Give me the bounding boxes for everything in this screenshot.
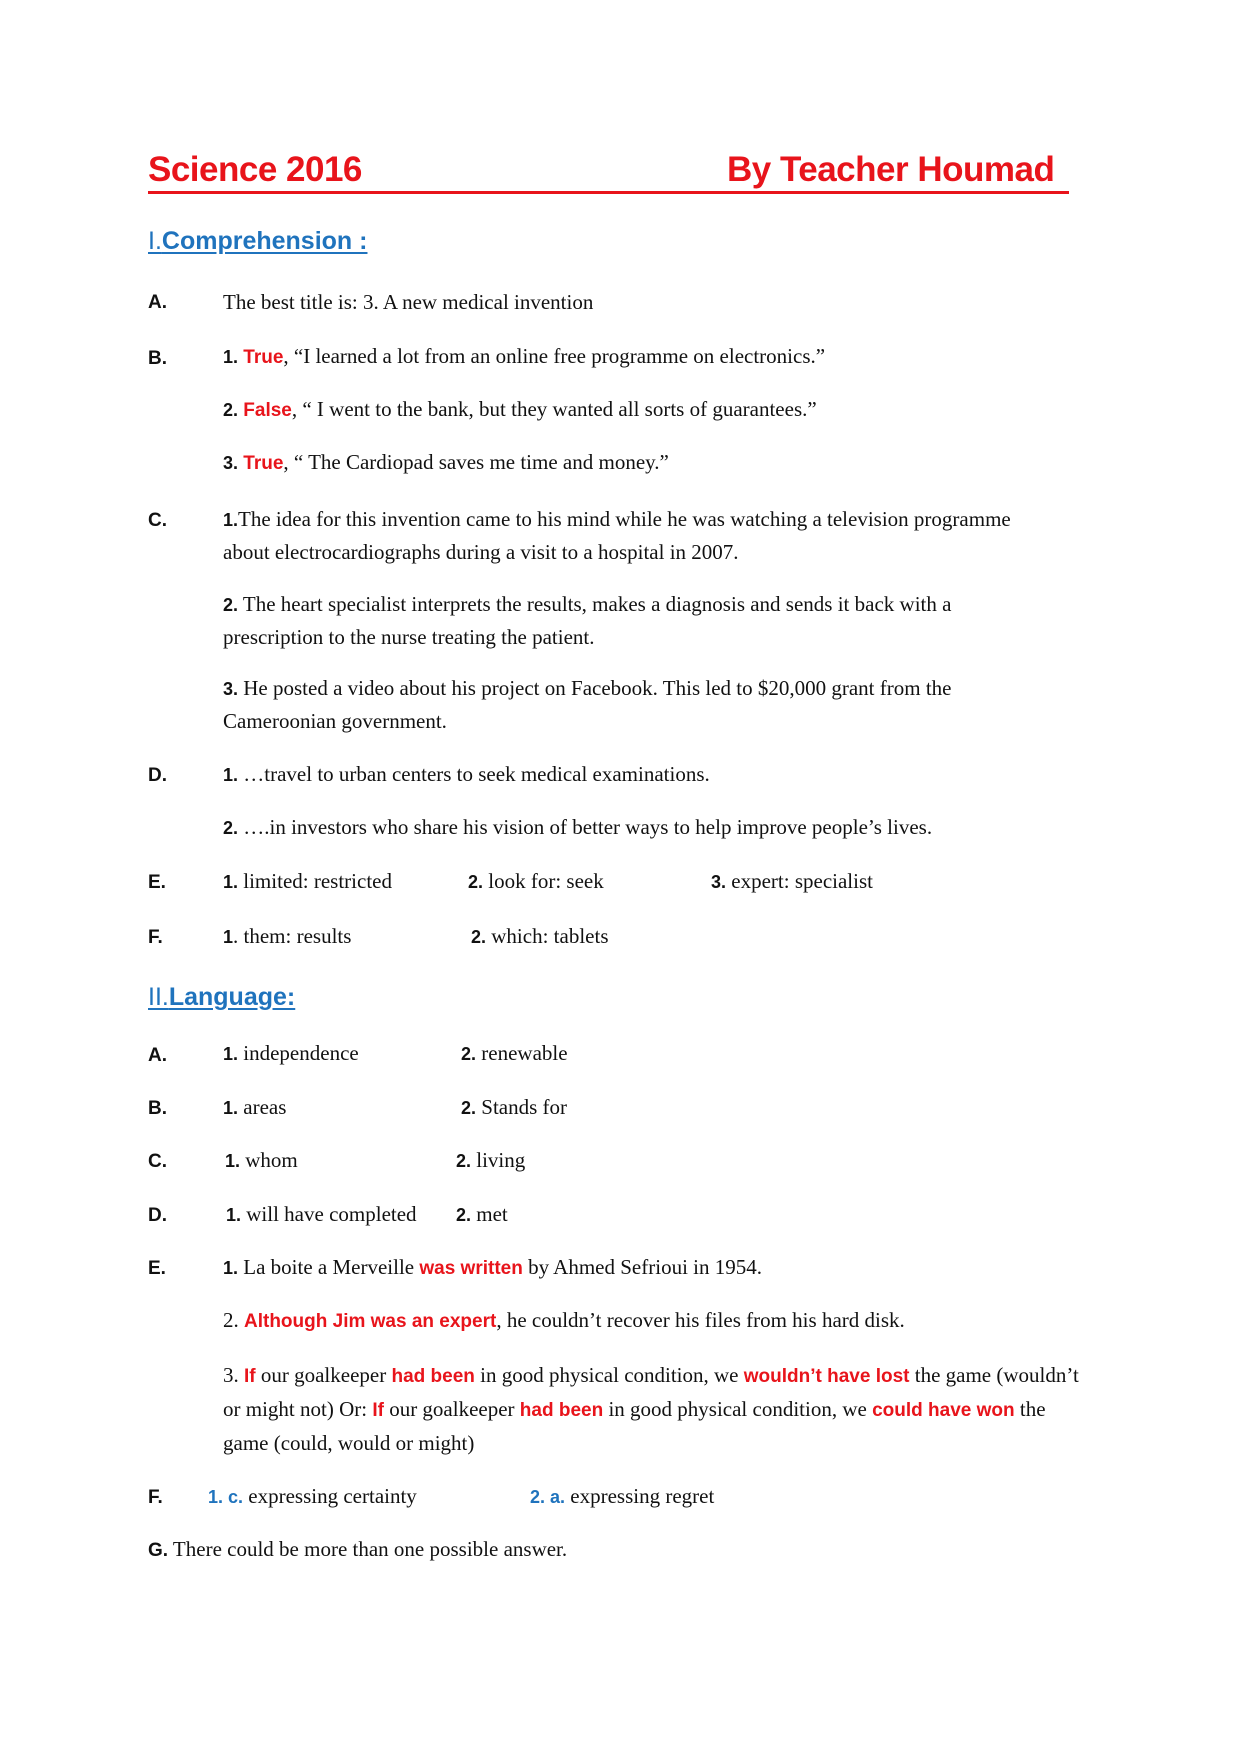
item-number: 3. [223, 453, 239, 473]
answer-text: our goalkeeper [383, 1397, 520, 1421]
item-number: 1. [226, 1205, 242, 1225]
answer-text: Stands for [476, 1095, 568, 1119]
item-number: 1 [223, 927, 234, 947]
answer-text: The idea for this invention came to his mind while he was watching a television programme about electrocardiographs during a visit to a hospital in 2007. [223, 507, 1011, 564]
answer-text: by Ahmed Sefrioui in 1954. [522, 1255, 762, 1279]
item-number: 2. [461, 1098, 477, 1118]
lang-b1 [223, 1095, 286, 1120]
answer-text: in good physical condition, we [603, 1397, 873, 1421]
lang-e2 [223, 1308, 905, 1333]
highlighted-answer: If [244, 1366, 256, 1387]
answer-text: met [471, 1202, 508, 1226]
lang-e3 [223, 1359, 1083, 1459]
highlighted-answer: Although Jim was an expert [244, 1311, 497, 1332]
lang-c2 [456, 1148, 525, 1173]
item-number: 1. [223, 510, 239, 530]
answer-c3 [223, 672, 1053, 737]
item-label-c: C. [148, 510, 167, 531]
answer-text: ….in investors who share his vision of better ways to help improve people’s lives. [238, 815, 933, 839]
answer-text: which: tablets [486, 924, 609, 948]
answer-text: He posted a video about his project on Facebook. This led to $20,000 grant from the Cameroonian government. [223, 676, 952, 733]
item-number: 1. [223, 1098, 239, 1118]
item-label-b: B. [148, 1098, 167, 1119]
item-label-d: D. [148, 765, 167, 786]
item-number: 2. [223, 400, 239, 420]
highlighted-answer: If [372, 1400, 384, 1421]
item-label-f: F. [148, 927, 163, 948]
item-number: 3. [223, 679, 239, 699]
quote-text: , “ I went to the bank, but they wanted all sorts of guarantees.” [291, 397, 817, 421]
item-number: 1. [223, 1044, 239, 1064]
answer-a-text: The best title is: 3. A new medical invention [223, 290, 594, 314]
highlighted-answer: could have won [872, 1400, 1015, 1421]
answer-text: the game (wouldn’t or might not) Or: [223, 1363, 1079, 1421]
answer-text: our goalkeeper [255, 1363, 392, 1387]
answer-text: limited: restricted [238, 869, 392, 893]
answer-text: , he couldn’t recover his files from his hard disk. [496, 1308, 905, 1332]
page-title-right: By Teacher Houmad [727, 150, 1055, 189]
page-title-left: Science 2016 [148, 150, 362, 189]
item-number: 1. [225, 1151, 241, 1171]
answer-text: look for: seek [483, 869, 604, 893]
item-number: 2. [471, 927, 487, 947]
item-label-e: E. [148, 872, 166, 893]
highlighted-answer: had been [391, 1366, 475, 1387]
answer-text: areas [238, 1095, 287, 1119]
answer-text: …travel to urban centers to seek medical examinations. [238, 762, 710, 786]
true-false-answer: True [243, 453, 284, 474]
answer-text: whom [240, 1148, 298, 1172]
item-label-g: G. [148, 1540, 169, 1561]
item-number: 2. [461, 1044, 477, 1064]
answer-e3 [711, 869, 873, 894]
item-number: 2. [468, 872, 484, 892]
lang-f1 [208, 1484, 417, 1509]
item-label-a: A. [148, 1045, 167, 1066]
true-false-answer: True [243, 347, 284, 368]
answer-text: expressing regret [565, 1484, 715, 1508]
item-label-b: B. [148, 348, 167, 369]
item-number: 2. [223, 1308, 244, 1332]
title-underline [148, 191, 1069, 194]
choice-letter: 2. a. [530, 1487, 566, 1507]
lang-f2 [530, 1484, 714, 1509]
answer-text: in good physical condition, we [474, 1363, 744, 1387]
section-numeral: I. [148, 227, 162, 255]
item-label-c: C. [148, 1151, 167, 1172]
answer-b1 [223, 344, 825, 369]
item-number: 3. [711, 872, 727, 892]
item-label-e: E. [148, 1258, 166, 1279]
answer-c1 [223, 503, 1053, 568]
answer-text: the game (could, would or might) [223, 1397, 1046, 1455]
answer-b2 [223, 397, 817, 422]
answer-f1 [223, 924, 351, 949]
answer-text: living [471, 1148, 526, 1172]
item-number: 1. [223, 872, 239, 892]
lang-g [148, 1537, 567, 1562]
lang-d2 [456, 1202, 508, 1227]
answer-text: renewable [476, 1041, 568, 1065]
answer-text: expert: specialist [726, 869, 873, 893]
section-numeral: II. [148, 983, 169, 1011]
answer-text: There could be more than one possible answer. [168, 1537, 568, 1561]
choice-letter: 1. c. [208, 1487, 244, 1507]
answer-text: independence [238, 1041, 359, 1065]
item-number: 2. [223, 595, 239, 615]
answer-c2 [223, 588, 1053, 653]
item-label-f: F. [148, 1487, 163, 1508]
answer-text: La boite a Merveille [238, 1255, 420, 1279]
answer-d1 [223, 762, 710, 787]
highlighted-answer: was written [419, 1258, 523, 1279]
answer-e2 [468, 869, 604, 894]
lang-b2 [461, 1095, 567, 1120]
section-heading-language [148, 983, 295, 1012]
lang-c1 [225, 1148, 298, 1173]
lang-d1 [226, 1202, 417, 1227]
highlighted-answer: had been [519, 1400, 604, 1421]
answer-text: will have completed [241, 1202, 417, 1226]
section-title: Language: [168, 983, 296, 1011]
section-heading-comprehension [148, 227, 367, 256]
lang-a1 [223, 1041, 359, 1066]
section-title: Comprehension : [161, 227, 368, 255]
answer-f2 [471, 924, 609, 949]
lang-a2 [461, 1041, 568, 1066]
answer-text: The heart specialist interprets the results, makes a diagnosis and sends it back with a prescription to the nurse treating the patient. [223, 592, 952, 649]
answer-text: expressing certainty [243, 1484, 417, 1508]
item-label-d: D. [148, 1205, 167, 1226]
answer-e1 [223, 869, 392, 894]
item-number: 1. [223, 765, 239, 785]
highlighted-answer: wouldn’t have lost [743, 1366, 910, 1387]
item-number: 3. [223, 1363, 244, 1387]
item-number: 2. [456, 1205, 472, 1225]
item-number: 2. [456, 1151, 472, 1171]
item-number: 2. [223, 818, 239, 838]
answer-text: . them: results [233, 924, 352, 948]
true-false-answer: False [243, 400, 292, 421]
item-label-a: A. [148, 292, 167, 313]
item-number: 1. [223, 347, 239, 367]
quote-text: , “ The Cardiopad saves me time and money.” [283, 450, 669, 474]
answer-d2 [223, 815, 932, 840]
lang-e1 [223, 1255, 762, 1280]
item-number: 1. [223, 1258, 239, 1278]
quote-text: , “I learned a lot from an online free programme on electronics.” [283, 344, 826, 368]
answer-b3 [223, 450, 669, 475]
